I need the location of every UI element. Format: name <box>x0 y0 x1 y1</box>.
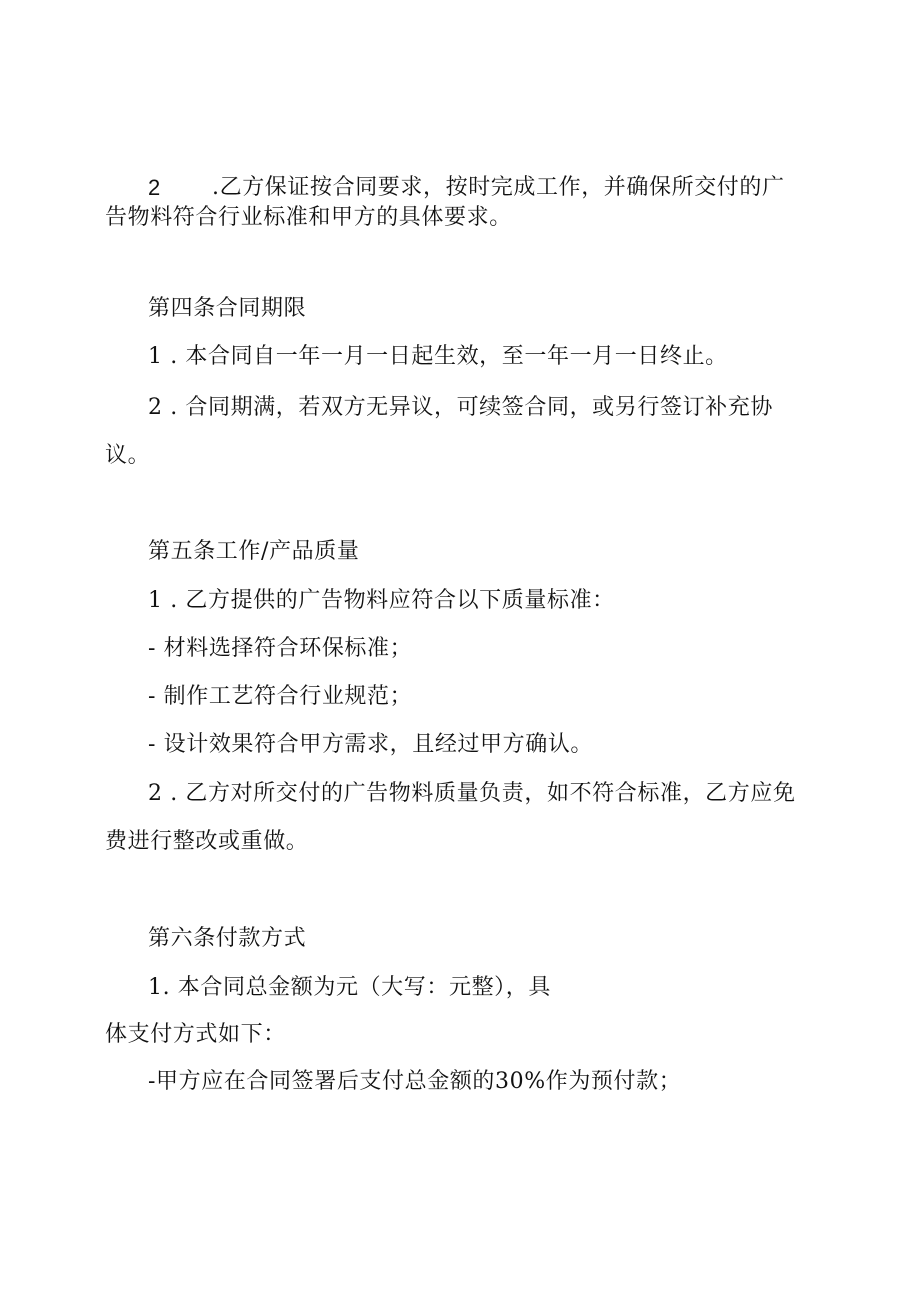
clause-5-item-2-line-2: 费进行整改或重做。 <box>105 829 309 854</box>
clause-5-item-2-line-1: 2 . 乙方对所交付的广告物料质量负责，如不符合标准，乙方应免 <box>148 781 796 806</box>
clause-5-item-1: 1 . 乙方提供的广告物料应符合以下质量标准： <box>148 588 615 613</box>
clause-6-bullet-1: -甲方应在合同签署后支付总金额的30%作为预付款； <box>148 1069 682 1094</box>
clause-4-item-2-line-1: 2 . 合同期满，若双方无异议，可续签合同，或另行签订补充协 <box>148 395 773 420</box>
clause-3-item-2-line-1: .乙方保证按合同要求，按时完成工作，并确保所交付的广 <box>212 175 785 200</box>
clause-5-bullet-1: - 材料选择符合环保标准； <box>148 636 413 661</box>
section-5-heading: 第五条工作/产品质量 <box>148 539 360 564</box>
clause-5-bullet-3: - 设计效果符合甲方需求，且经过甲方确认。 <box>148 732 594 757</box>
clause-3-item-2-line-2: 告物料符合行业标准和甲方的具体要求。 <box>105 205 512 230</box>
clause-4-item-2-line-2: 议。 <box>105 443 151 468</box>
section-6-heading: 第六条付款方式 <box>148 926 307 951</box>
clause-4-item-1: 1 . 本合同自一年一月一日起生效，至一年一月一日终止。 <box>148 344 728 369</box>
clause-6-item-1-line-2: 体支付方式如下： <box>105 1022 286 1047</box>
clause-3-item-2-number: 2 <box>148 175 161 200</box>
clause-5-bullet-2: - 制作工艺符合行业规范； <box>148 684 413 709</box>
section-4-heading: 第四条合同期限 <box>148 296 307 321</box>
clause-6-item-1-line-1: 1. 本合同总金额为元（大写：元整），具 <box>148 975 551 1000</box>
